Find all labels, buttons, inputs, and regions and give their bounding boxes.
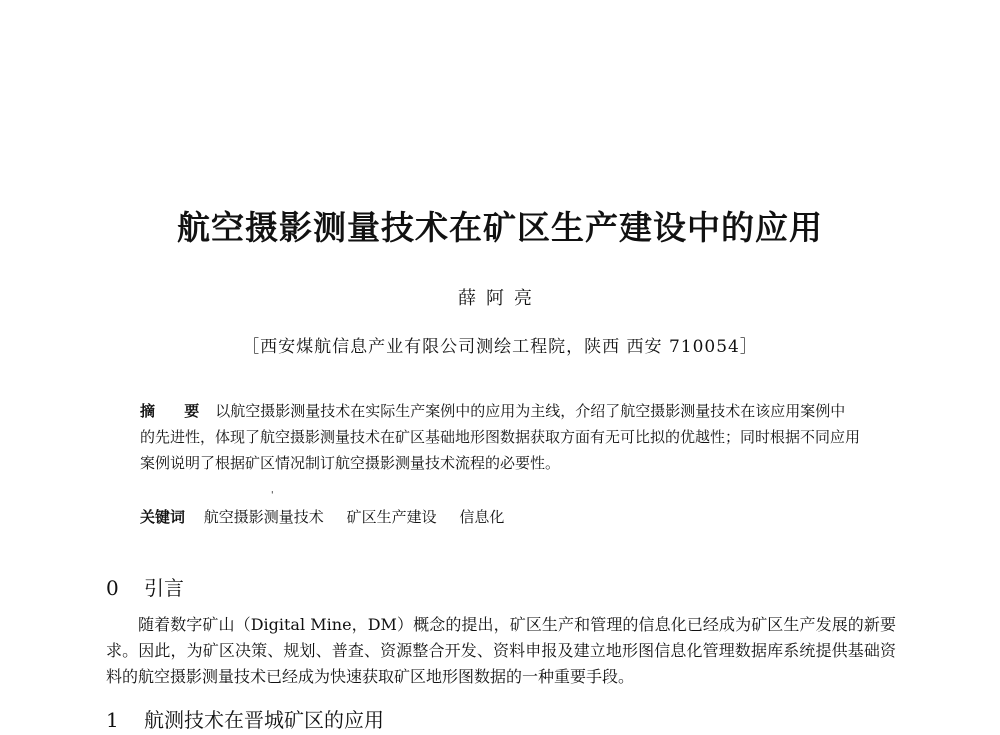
section-number: 0	[106, 576, 119, 600]
paper-title: 航空摄影测量技术在矿区生产建设中的应用	[177, 208, 823, 247]
section-heading-jincheng	[106, 704, 384, 733]
keyword-3: 信息化	[459, 508, 505, 526]
section-heading-intro	[106, 572, 184, 601]
keyword-2: 矿区生产建设	[346, 508, 437, 526]
abstract-label: 摘 要	[140, 402, 212, 420]
section-title: 引言	[144, 576, 184, 600]
section-number: 1	[106, 708, 119, 732]
intro-paragraph: 随着数字矿山（Digital Mine，DM）概念的提出，矿区生产和管理的信息化已经成为矿区生产发展的新要求。因此，为矿区决策、规划、普查、资源整合开发、资料申报及建立地形图信息化管理数据库系统提供基础资料的航空摄影测量技术已经成为快速获取矿区地形图数据的一种重要手段。	[106, 615, 896, 686]
keywords-label: 关键词	[140, 508, 186, 526]
abstract-text: 以航空摄影测量技术在实际生产案例中的应用为主线，介绍了航空摄影测量技术在该应用案例中的先进性，体现了航空摄影测量技术在矿区基础地形图数据获取方面有无可比拟的优越性；同时根据不同应用案例说明了根据矿区情况制订航空摄影测量技术流程的必要性。	[140, 402, 861, 472]
abstract	[140, 398, 860, 476]
stray-mark: '	[271, 491, 274, 501]
keyword-1: 航空摄影测量技术	[203, 508, 324, 526]
author-name: 薛阿亮	[458, 288, 542, 309]
keywords	[140, 506, 860, 527]
section-title: 航测技术在晋城矿区的应用	[144, 708, 384, 732]
author-affiliation: ［西安煤航信息产业有限公司测绘工程院，陕西 西安 710054］	[242, 337, 758, 357]
